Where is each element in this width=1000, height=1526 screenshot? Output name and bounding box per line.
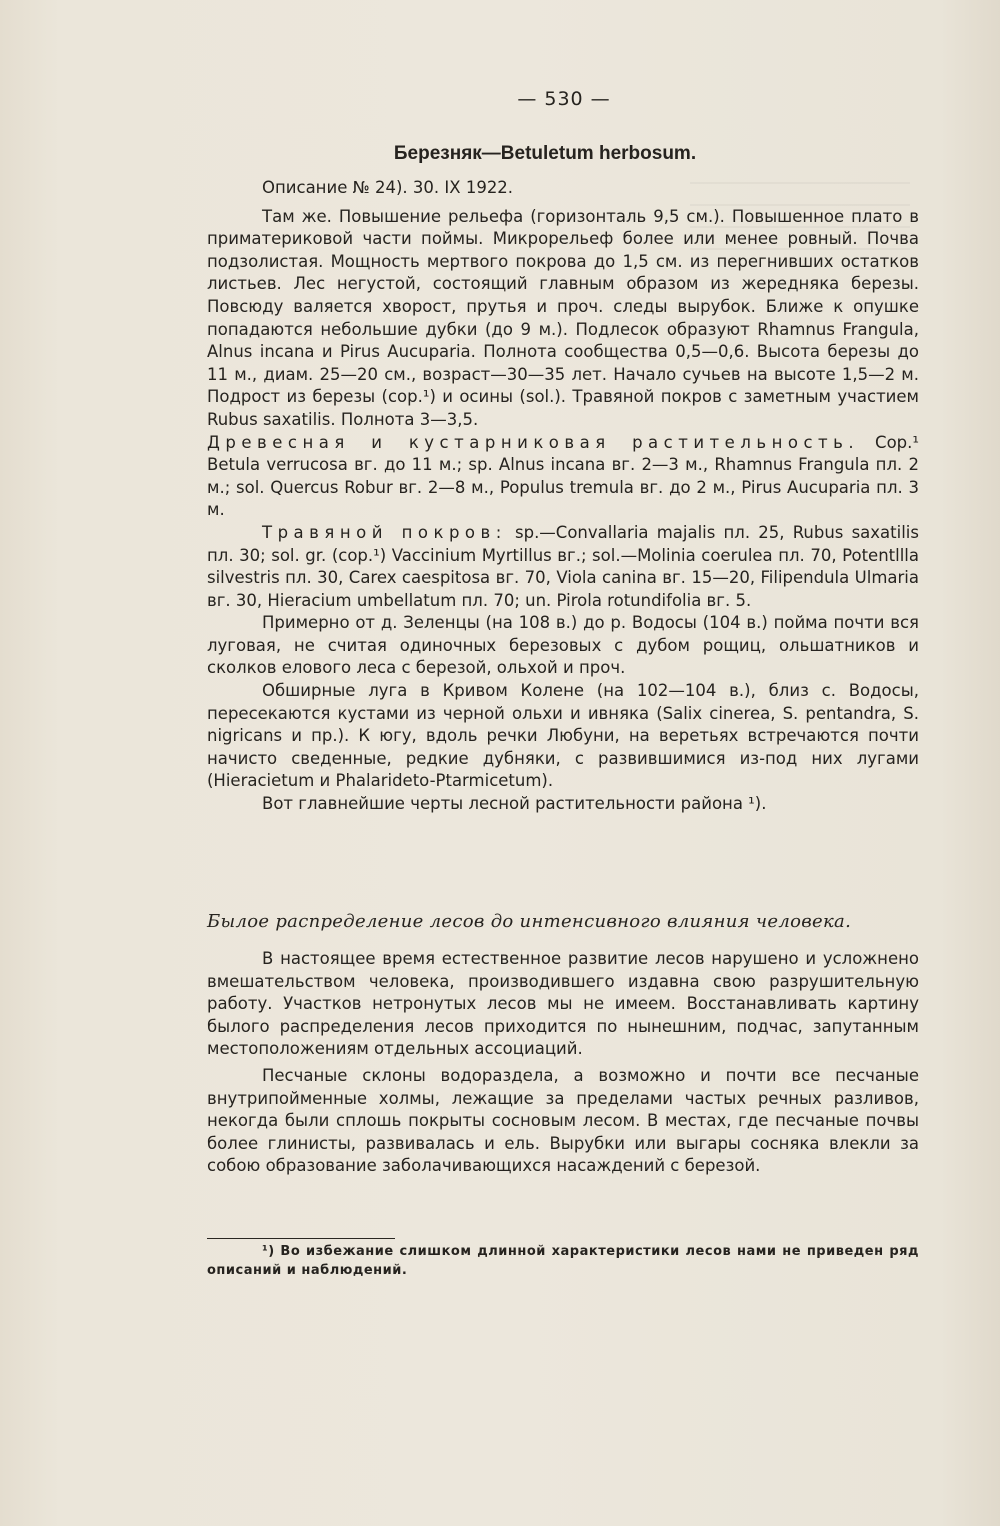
paragraph-main-features: Вот главнейшие черты лесной растительности района ¹). (262, 794, 767, 814)
paragraph-woody (207, 432, 919, 522)
page-number: — 530 — (517, 88, 611, 110)
footnote-rule (207, 1238, 395, 1239)
description-line: Описание № 24). 30. IX 1922. (262, 178, 514, 197)
herb-text: sp.—Convallaria majalis пл. 25, Rubus saxatilis пл. 30; sol. gr. (cop.¹) Vaccinium Myrtillus вг.; sol.—Molinia coerulea пл. 70, Potentllla silvestris пл. 30, Carex caespitosa вг. 70, Viola canina вг. 15—20, Filipendula Ulmaria вг. 30, Hieracium umbellatum пл. 70; un. Pirola rotundifolia вг. 5. (207, 522, 919, 610)
paragraph-relief: Там же. Повышение рельефа (горизонталь 9,5 см.). Повышенное плато в приматериковой части поймы. Микрорельеф более или менее ровный. Почва подзолистая. Мощность мертвого покрова до 1,5 см. из перегнивших остатков листьев. Лес негустой, состоящий главным образом из жередняка березы. Повсюду валяется хворост, прутья и проч. следы вырубок. Ближе к опушке попадаются небольшие дубки (до 9 м.). Подлесок образуют Rhamnus Frangula, Alnus incana и Pirus Aucuparia. Полнота сообщества 0,5—0,6. Высота березы до 11 м., диам. 25—20 см., возраст—30—35 лет. Начало сучьев на высоте 1,5—2 м. Подрост из березы (cop.¹) и осины (sol.). Травяной покров с заметным участием Rubus saxatilis. Полнота 3—3,5. (207, 206, 919, 429)
section-title: Березняк—Betuletum herbosum. (393, 143, 697, 164)
footnote (207, 1242, 919, 1280)
woody-text: Cop.¹ Betula verrucosa вг. до 11 м.; sp. Alnus incana вг. 2—3 м., Rhamnus Frangula пл. 2 м.; sol. Quercus Robur вг. 2—8 м., Populus tremula вг. до 2 м., Pirus Aucuparia пл. 3 м. (207, 432, 919, 520)
paragraph-meadows: Обширные луга в Кривом Колене (на 102—104 в.), близ с. Водосы, пересекаются кустами из черной ольхи и ивняка (Salix cinerea, S. pentandra, S. nigricans и пр.). К югу, вдоль речки Любуни, на веретьях встречаются почти начисто сведенные, редкие дубняки, с развившимися из-под них лугами (Hieracietum и Phalarideto-Ptarmicetum). (207, 681, 919, 791)
woody-label: Древесная и кустарниковая растительность. (207, 432, 860, 452)
paragraph-zelency: Примерно от д. Зеленцы (на 108 в.) до р. Водосы (104 в.) пойма почти вся луговая, не считая одиночных березовых с дубом рощиц, ольшатников и сколков елового леса с березой, ольхой и проч. (207, 613, 919, 678)
footnote-text: ¹) Во избежание слишком длинной характеристики лесов нами не приведен ряд описаний и наблюдений. (207, 1244, 919, 1278)
paragraph-present: В настоящее время естественное развитие лесов нарушено и усложнено вмешательством человека, производившего издавна свою разрушительную работу. Участков нетронутых лесов мы не имеем. Восстанавливать картину былого распределения лесов приходится по нынешним, подчас, запутанным местоположениям отдельных ассоциаций. (207, 949, 919, 1059)
herb-label: Травяной покров: (262, 522, 507, 542)
paragraph-sandy: Песчаные склоны водораздела, а возможно и почти все песчаные внутрипойменные холмы, лежащие за пределами частых речных разливов, некогда были сплошь покрыты сосновым лесом. В местах, где песчаные почвы более глинисты, развивалась и ель. Вырубки или выгары сосняка влекли за собою образование заболачивающихся насаждений с березой. (207, 1065, 919, 1176)
paragraph-herb (207, 522, 919, 612)
body-section-1 (207, 177, 919, 816)
italic-section-heading: Былое распределение лесов до интенсивного влияния человека. (207, 911, 852, 932)
body-section-2 (207, 948, 919, 1178)
